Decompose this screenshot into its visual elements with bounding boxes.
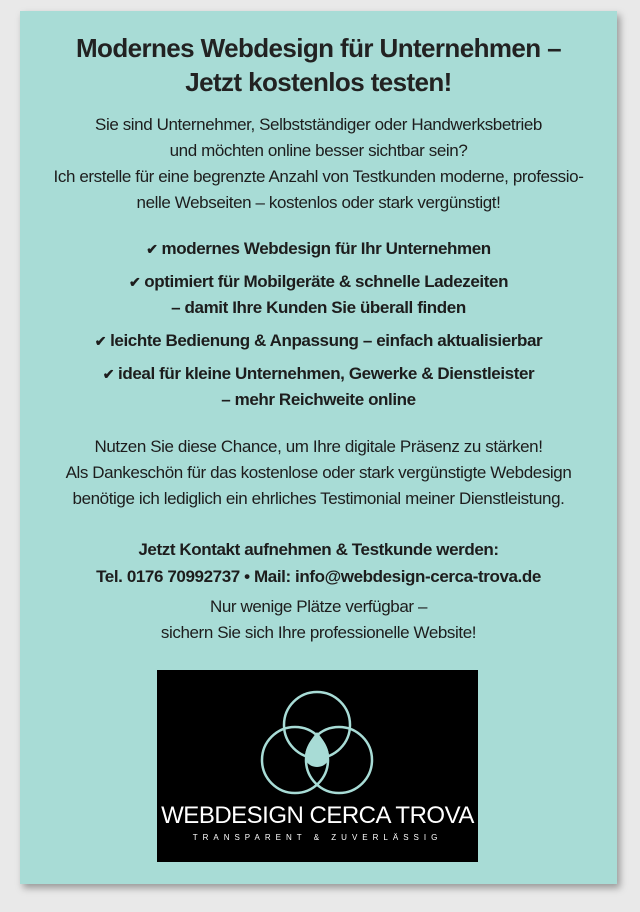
feature-text: modernes Webdesign für Ihr Unternehmen [161,239,491,258]
title-line: Modernes Webdesign für Unternehmen – [76,33,561,63]
logo-name: WEBDESIGN CERCA TROVA [161,802,474,829]
feature-item [20,269,617,321]
contact-heading: Jetzt Kontakt aufnehmen & Testkunde werden: [138,540,499,559]
feature-text: optimiert für Mobilgeräte & schnelle Ladezeiten [144,272,509,291]
flyer-title [20,31,617,99]
checkmark-icon: ✔ [102,366,115,382]
intro-line: nelle Webseiten – kostenlos oder stark vergünstigt! [136,193,501,212]
feature-text: leichte Bedienung & Anpassung – einfach aktualisierbar [110,331,543,350]
intro-line: und möchten online besser sichtbar sein? [169,141,468,160]
contact-line: Tel. 0176 70992737 • Mail: info@webdesign-cerca-trova.de [96,567,541,586]
availability-line: sichern Sie sich Ihre professionelle Website! [160,623,477,642]
closing-line: Als Dankeschön für das kostenlose oder stark vergünstigte Webdesign [65,463,572,482]
checkmark-icon: ✔ [146,241,158,257]
intro-line: Sie sind Unternehmer, Selbstständiger oder Handwerksbetrieb [95,115,542,134]
checkmark-icon: ✔ [128,274,141,290]
availability-line: Nur wenige Plätze verfügbar – [209,597,428,616]
closing-paragraph [20,434,617,512]
feature-text: – mehr Reichweite online [221,390,416,409]
closing-line: benötige ich lediglich ein ehrliches Testimonial meiner Dienstleistung. [72,489,565,508]
intro-line: Ich erstelle für eine begrenzte Anzahl von Testkunden moderne, professio- [53,167,584,186]
availability-note [20,594,617,646]
flyer-card [20,11,617,884]
intro-paragraph [20,112,617,216]
title-line: Jetzt kostenlos testen! [185,67,452,97]
contact-block [20,536,617,590]
checkmark-icon: ✔ [94,333,107,349]
feature-text: – damit Ihre Kunden Sie überall finden [171,298,466,317]
company-logo [157,670,478,862]
feature-text: ideal für kleine Unternehmen, Gewerke & Dienstleister [118,364,535,383]
feature-item [20,328,617,354]
feature-item [20,236,617,262]
feature-item [20,361,617,413]
feature-list [20,236,617,413]
closing-line: Nutzen Sie diese Chance, um Ihre digitale Präsenz zu stärken! [94,437,543,456]
logo-tagline: TRANSPARENT & ZUVERLÄSSIG [192,833,443,842]
